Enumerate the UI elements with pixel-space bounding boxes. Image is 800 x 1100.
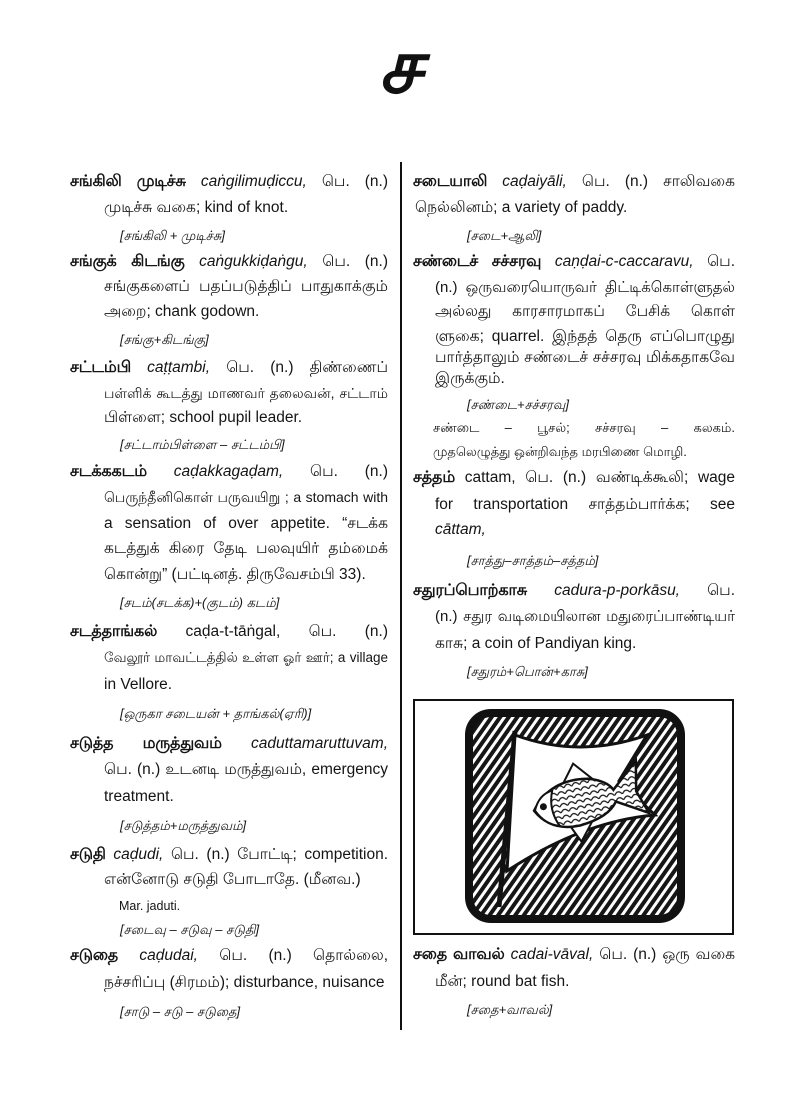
- headword: சடத்தாங்கல்: [70, 623, 158, 640]
- entry-headline: [70, 171, 388, 193]
- etymology: [சதுரம்+பொன்+காசு]: [467, 664, 588, 679]
- cross-reference: cāttam,: [435, 521, 486, 538]
- transliteration: caḍakkagaḍam,: [173, 463, 284, 480]
- definition-line: treatment.: [104, 788, 174, 805]
- headword: சட்டம்பி: [70, 359, 132, 376]
- part-of-speech: பெ.: [707, 582, 736, 599]
- part-of-speech: பெ.: [707, 253, 736, 270]
- definition-line: பள்ளிக் கூடத்து மாணவர் தலைவன், சட்டாம்: [104, 385, 388, 401]
- part-of-speech: பெ. (n.): [226, 359, 294, 376]
- entry-headline: [413, 467, 735, 489]
- usage-example: இருக்கும்.: [435, 370, 505, 387]
- definition-start: ஒரு வகை: [662, 946, 736, 963]
- definition-line: (n.) ஒருவரையொருவர் திட்டிக்கொள்ளுதல்: [435, 279, 735, 296]
- headword: சங்குக் கிடங்கு: [70, 253, 185, 270]
- definition-line: பெ. (n.) உடனடி மருத்துவம், emergency: [104, 761, 388, 778]
- entry-headline: [70, 461, 388, 483]
- transliteration: caḍudi,: [113, 846, 164, 863]
- definition-start: போட்டி; competition.: [237, 846, 389, 863]
- definition-line: ளுகை; quarrel. இந்தத் தெரு எப்பொழுது: [435, 328, 735, 345]
- usage-note: சண்டை – பூசல்; சச்சரவு – கலகம்.: [433, 420, 735, 435]
- entry-headline: [413, 580, 735, 602]
- etymology: [சடைவு – சடுவு – சடுதி]: [120, 922, 260, 937]
- part-of-speech: பெ. (n.): [581, 173, 649, 190]
- definition-line: நெல்லினம்; a variety of paddy.: [415, 199, 628, 216]
- definition-line: for transportation சாத்தம்பார்க்க; see: [435, 496, 735, 513]
- etymology: [சடுத்தம்+மருத்துவம்]: [120, 818, 247, 833]
- transliteration: caṇḍai-c-caccaravu,: [554, 253, 694, 270]
- part-of-speech: பெ. (n.): [308, 623, 388, 640]
- transliteration: caṭṭambi,: [147, 359, 211, 376]
- transliteration: cadura-p-porkāsu,: [554, 582, 680, 599]
- definition-start: வண்டிக்கூலி; wage: [595, 469, 736, 486]
- entry-headline: [70, 733, 388, 755]
- entry-headline: [70, 251, 388, 273]
- definition-start: தொல்லை,: [313, 947, 389, 964]
- etymology: [சட்டாம்பிள்ளை – சட்டம்பி]: [120, 437, 285, 452]
- definition-line: அறை; chank godown.: [104, 303, 260, 320]
- etymology: [சதை+வாவல்]: [467, 1002, 553, 1017]
- column-divider: [400, 162, 402, 1030]
- definition-line: in Vellore.: [104, 676, 173, 693]
- fish-flag-illustration: [415, 701, 732, 933]
- part-of-speech: பெ. (n.): [170, 846, 230, 863]
- etymology: [சாடு – சடு – சடுதை]: [120, 1004, 241, 1019]
- part-of-speech: பெ. (n.): [322, 253, 389, 270]
- definition-line: முடிச்சு வகை; kind of knot.: [104, 199, 289, 216]
- headword: சதுரப்பொற்காசு: [413, 582, 528, 599]
- definition-line: நச்சரிப்பு (சிரமம்); disturbance, nuisance: [104, 974, 385, 991]
- entry-headline: [70, 945, 388, 967]
- entry-headline: [413, 171, 735, 193]
- etymology: [ஒருகா சடையன் + தாங்கல்(ஏரி)]: [120, 706, 312, 721]
- etymology: [சடம்(சடக்க)+(குடம்) கடம்]: [120, 595, 280, 610]
- transliteration: caḍudai,: [139, 947, 198, 964]
- headword: சடுதை: [70, 947, 119, 964]
- transliteration: cadai-vāval,: [510, 946, 594, 963]
- transliteration: caṅgilimuḍiccu,: [200, 173, 307, 190]
- entry-headline: [413, 944, 735, 966]
- definition-line: பெருந்தீனிகொள் பருவயிறு ; a stomach with: [104, 489, 388, 505]
- definition-line: சங்குகளைப் பதப்படுத்திப் பாதுகாக்கும்: [104, 278, 388, 295]
- part-of-speech: பெ. (n.): [219, 947, 292, 964]
- transliteration: caḍa-t-tāṅgal,: [185, 623, 281, 640]
- headword: சடையாலி: [413, 173, 488, 190]
- cognate-note: Mar. jaduti.: [119, 899, 181, 913]
- definition-start: சாலிவகை: [663, 173, 736, 190]
- definition-line: பிள்ளை; school pupil leader.: [104, 409, 303, 426]
- part-of-speech: பெ. (n.): [599, 946, 657, 963]
- headword: சண்டைச் சச்சரவு: [413, 253, 542, 270]
- entry-headline: [70, 357, 388, 379]
- entry-headline: [413, 251, 735, 273]
- headword: சடுதி: [70, 846, 106, 863]
- etymology: [சடை+ஆலி]: [467, 228, 542, 243]
- definition-line: அல்லது காரசாரமாகப் பேசிக் கொள்: [435, 303, 735, 320]
- part-of-speech: பெ. (n.): [310, 463, 388, 480]
- entry-headline: [70, 621, 388, 643]
- quotation-line: கொன்று” (பட்டினத். திருவேசம்பி 33).: [104, 566, 366, 583]
- transliteration: caḍaiyāli,: [502, 173, 567, 190]
- etymology: [சங்கிலி + முடிச்சு]: [120, 228, 225, 243]
- usage-example: பார்த்தாலும் சண்டைச் சச்சரவு மிக்கதாகவே: [435, 349, 735, 366]
- usage-example: என்னோடு சடுதி போடாதே. (மீனவ.): [104, 871, 361, 888]
- transliteration: caduttamaruttuvam,: [251, 735, 388, 752]
- section-letter: ச: [378, 21, 422, 110]
- headword: சடுத்த மருத்துவம்: [70, 735, 222, 752]
- illustration-frame: [413, 699, 734, 935]
- definition-line: a sensation of over appetite. “சடக்க: [104, 515, 388, 532]
- definition-line: (n.) சதுர வடிமையிலான மதுரைப்பாண்டியர்: [435, 608, 735, 625]
- transliteration: caṅgukkiḍaṅgu,: [199, 253, 308, 270]
- definition-start: திண்ணைப்: [309, 359, 388, 376]
- headword: சத்தம்: [413, 469, 456, 486]
- headword: சங்கிலி முடிச்சு: [70, 173, 186, 190]
- part-of-speech: பெ. (n.): [321, 173, 388, 190]
- definition-line: மீன்; round bat fish.: [435, 973, 570, 990]
- usage-note: முதலெழுத்து ஒன்றிவந்த மரபிணை மொழி.: [433, 444, 687, 459]
- headword: சதை வாவல்: [413, 946, 505, 963]
- quotation-line: கடத்துக் கிரை தேடி பலவுயிர் தம்மைக்: [104, 540, 388, 557]
- entry-headline: [70, 844, 388, 866]
- etymology: [சாத்து–சாத்தம்–சத்தம்]: [467, 553, 599, 568]
- transliteration: cattam,: [464, 469, 516, 486]
- etymology: [சங்கு+கிடங்கு]: [120, 332, 209, 347]
- etymology: [சண்டை+சச்சரவு]: [467, 397, 569, 412]
- part-of-speech: பெ. (n.): [525, 469, 587, 486]
- headword: சடக்ககடம்: [70, 463, 147, 480]
- definition-line: காசு; a coin of Pandiyan king.: [435, 635, 637, 652]
- definition-line: வேலூர் மாவட்டத்தில் உள்ள ஓர் ஊர்; a village: [104, 650, 388, 665]
